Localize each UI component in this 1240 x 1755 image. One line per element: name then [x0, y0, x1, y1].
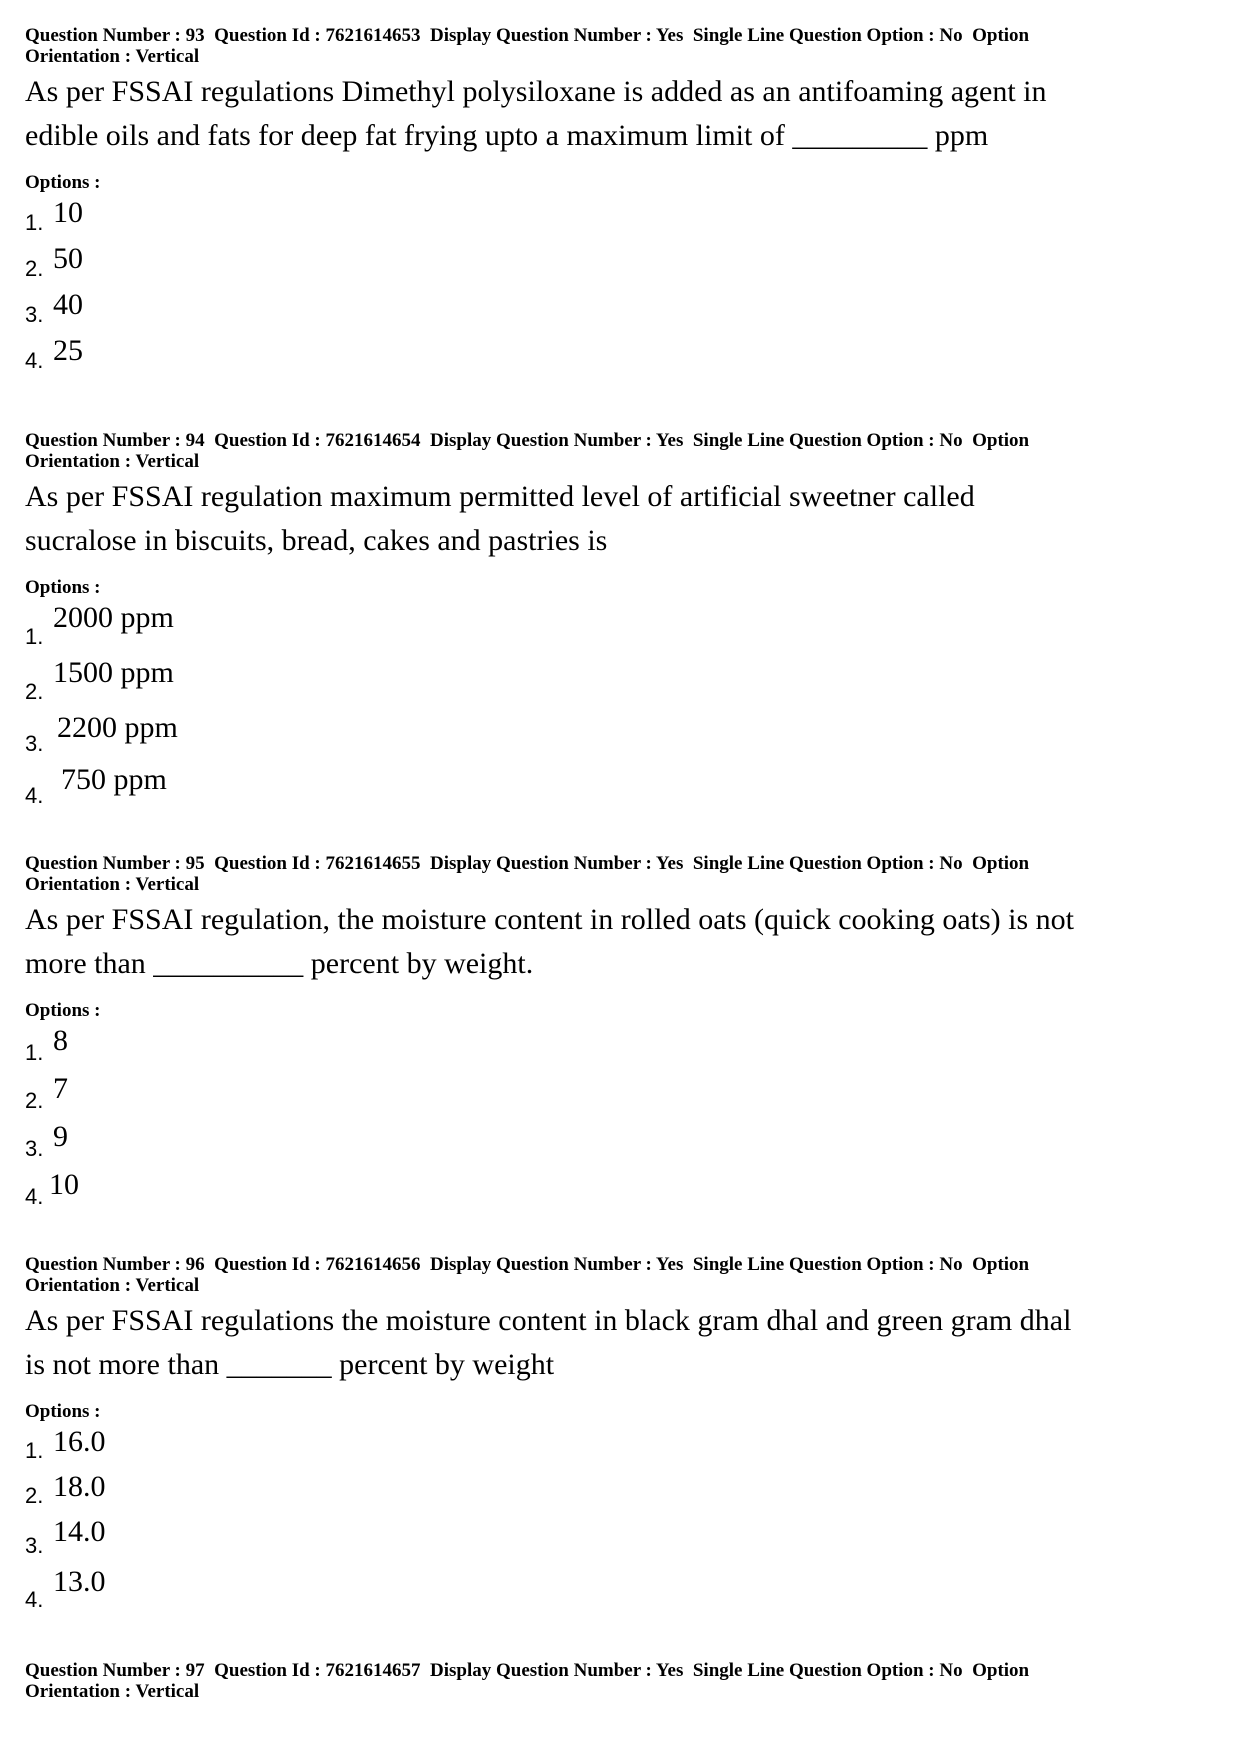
question-text [25, 1299, 1215, 1387]
question-text-line: As per FSSAI regulation maximum permitted level of artificial sweetner called [25, 480, 975, 513]
option-item [25, 1563, 1215, 1617]
option-item [25, 654, 1215, 709]
option-number: 2. [25, 256, 44, 281]
meta-line: Question Number : 93 Question Id : 7621614653 Display Question Number : Yes Single Line Question Option : No Option [25, 25, 1030, 46]
meta-line: Orientation : Vertical [25, 451, 200, 472]
option-number: 4. [25, 783, 44, 808]
option-value: 2200 ppm [57, 711, 178, 744]
option-value: 8 [53, 1024, 68, 1057]
options-label: Options : [25, 1401, 101, 1422]
option-number: 3. [25, 302, 44, 327]
question-block-95 [25, 853, 1215, 1214]
question-block-97 [25, 1660, 1215, 1702]
option-number: 2. [25, 1483, 44, 1508]
question-block-96 [25, 1254, 1215, 1617]
meta-line: Question Number : 95 Question Id : 7621614655 Display Question Number : Yes Single Line Question Option : No Option [25, 853, 1030, 874]
option-number: 4. [25, 1587, 44, 1612]
question-text [25, 70, 1215, 158]
meta-line: Question Number : 96 Question Id : 7621614656 Display Question Number : Yes Single Line Question Option : No Option [25, 1254, 1030, 1275]
option-number: 3. [25, 731, 44, 756]
option-value: 1500 ppm [53, 656, 174, 689]
option-value: 13.0 [53, 1565, 106, 1598]
option-number: 4. [25, 1184, 44, 1209]
option-item [25, 1070, 1215, 1118]
option-item [25, 761, 1215, 813]
option-value: 10 [49, 1168, 79, 1201]
option-value: 7 [53, 1072, 68, 1105]
option-number: 2. [25, 679, 44, 704]
option-item [25, 709, 1215, 761]
option-value: 25 [53, 334, 83, 367]
question-text-line: more than __________ percent by weight. [25, 947, 534, 980]
question-text [25, 898, 1215, 986]
option-value: 750 ppm [61, 763, 167, 796]
question-meta [25, 853, 1215, 895]
options-label: Options : [25, 172, 101, 193]
meta-line: Orientation : Vertical [25, 1681, 200, 1702]
option-value: 10 [53, 196, 83, 229]
options-label: Options : [25, 1000, 101, 1021]
option-value: 14.0 [53, 1515, 106, 1548]
question-meta [25, 25, 1215, 67]
option-number: 4. [25, 348, 44, 373]
question-block-93 [25, 25, 1215, 378]
option-item [25, 1022, 1215, 1070]
option-value: 50 [53, 242, 83, 275]
question-meta [25, 430, 1215, 472]
question-meta [25, 1660, 1215, 1702]
option-number: 3. [25, 1533, 44, 1558]
question-text-line: As per FSSAI regulations Dimethyl polysiloxane is added as an antifoaming agent in [25, 75, 1047, 108]
question-meta [25, 1254, 1215, 1296]
option-item [25, 599, 1215, 654]
option-item [25, 286, 1215, 332]
option-value: 9 [53, 1120, 68, 1153]
option-item [25, 1423, 1215, 1468]
meta-line: Orientation : Vertical [25, 1275, 200, 1296]
question-text-line: sucralose in biscuits, bread, cakes and pastries is [25, 524, 608, 557]
option-value: 16.0 [53, 1425, 106, 1458]
meta-line: Orientation : Vertical [25, 874, 200, 895]
meta-line: Orientation : Vertical [25, 46, 200, 67]
option-item [25, 332, 1215, 378]
option-number: 1. [25, 624, 44, 649]
option-item [25, 240, 1215, 286]
question-text [25, 475, 1215, 563]
option-value: 18.0 [53, 1470, 106, 1503]
option-item [25, 1166, 1215, 1214]
option-number: 1. [25, 210, 44, 235]
question-text-line: As per FSSAI regulation, the moisture content in rolled oats (quick cooking oats) is not [25, 903, 1075, 936]
option-number: 1. [25, 1040, 44, 1065]
question-text-line: edible oils and fats for deep fat frying upto a maximum limit of _________ ppm [25, 119, 989, 152]
question-text-line: As per FSSAI regulations the moisture content in black gram dhal and green gram dhal [25, 1304, 1072, 1337]
meta-line: Question Number : 97 Question Id : 7621614657 Display Question Number : Yes Single Line Question Option : No Option [25, 1660, 1030, 1681]
question-block-94 [25, 430, 1215, 813]
option-number: 1. [25, 1438, 44, 1463]
option-item [25, 1513, 1215, 1563]
meta-line: Question Number : 94 Question Id : 7621614654 Display Question Number : Yes Single Line Question Option : No Option [25, 430, 1030, 451]
option-value: 40 [53, 288, 83, 321]
options-label: Options : [25, 577, 101, 598]
question-text-line: is not more than _______ percent by weight [25, 1348, 555, 1381]
option-value: 2000 ppm [53, 601, 174, 634]
option-number: 2. [25, 1088, 44, 1113]
option-item [25, 1118, 1215, 1166]
option-item [25, 1468, 1215, 1513]
option-item [25, 194, 1215, 240]
option-number: 3. [25, 1136, 44, 1161]
